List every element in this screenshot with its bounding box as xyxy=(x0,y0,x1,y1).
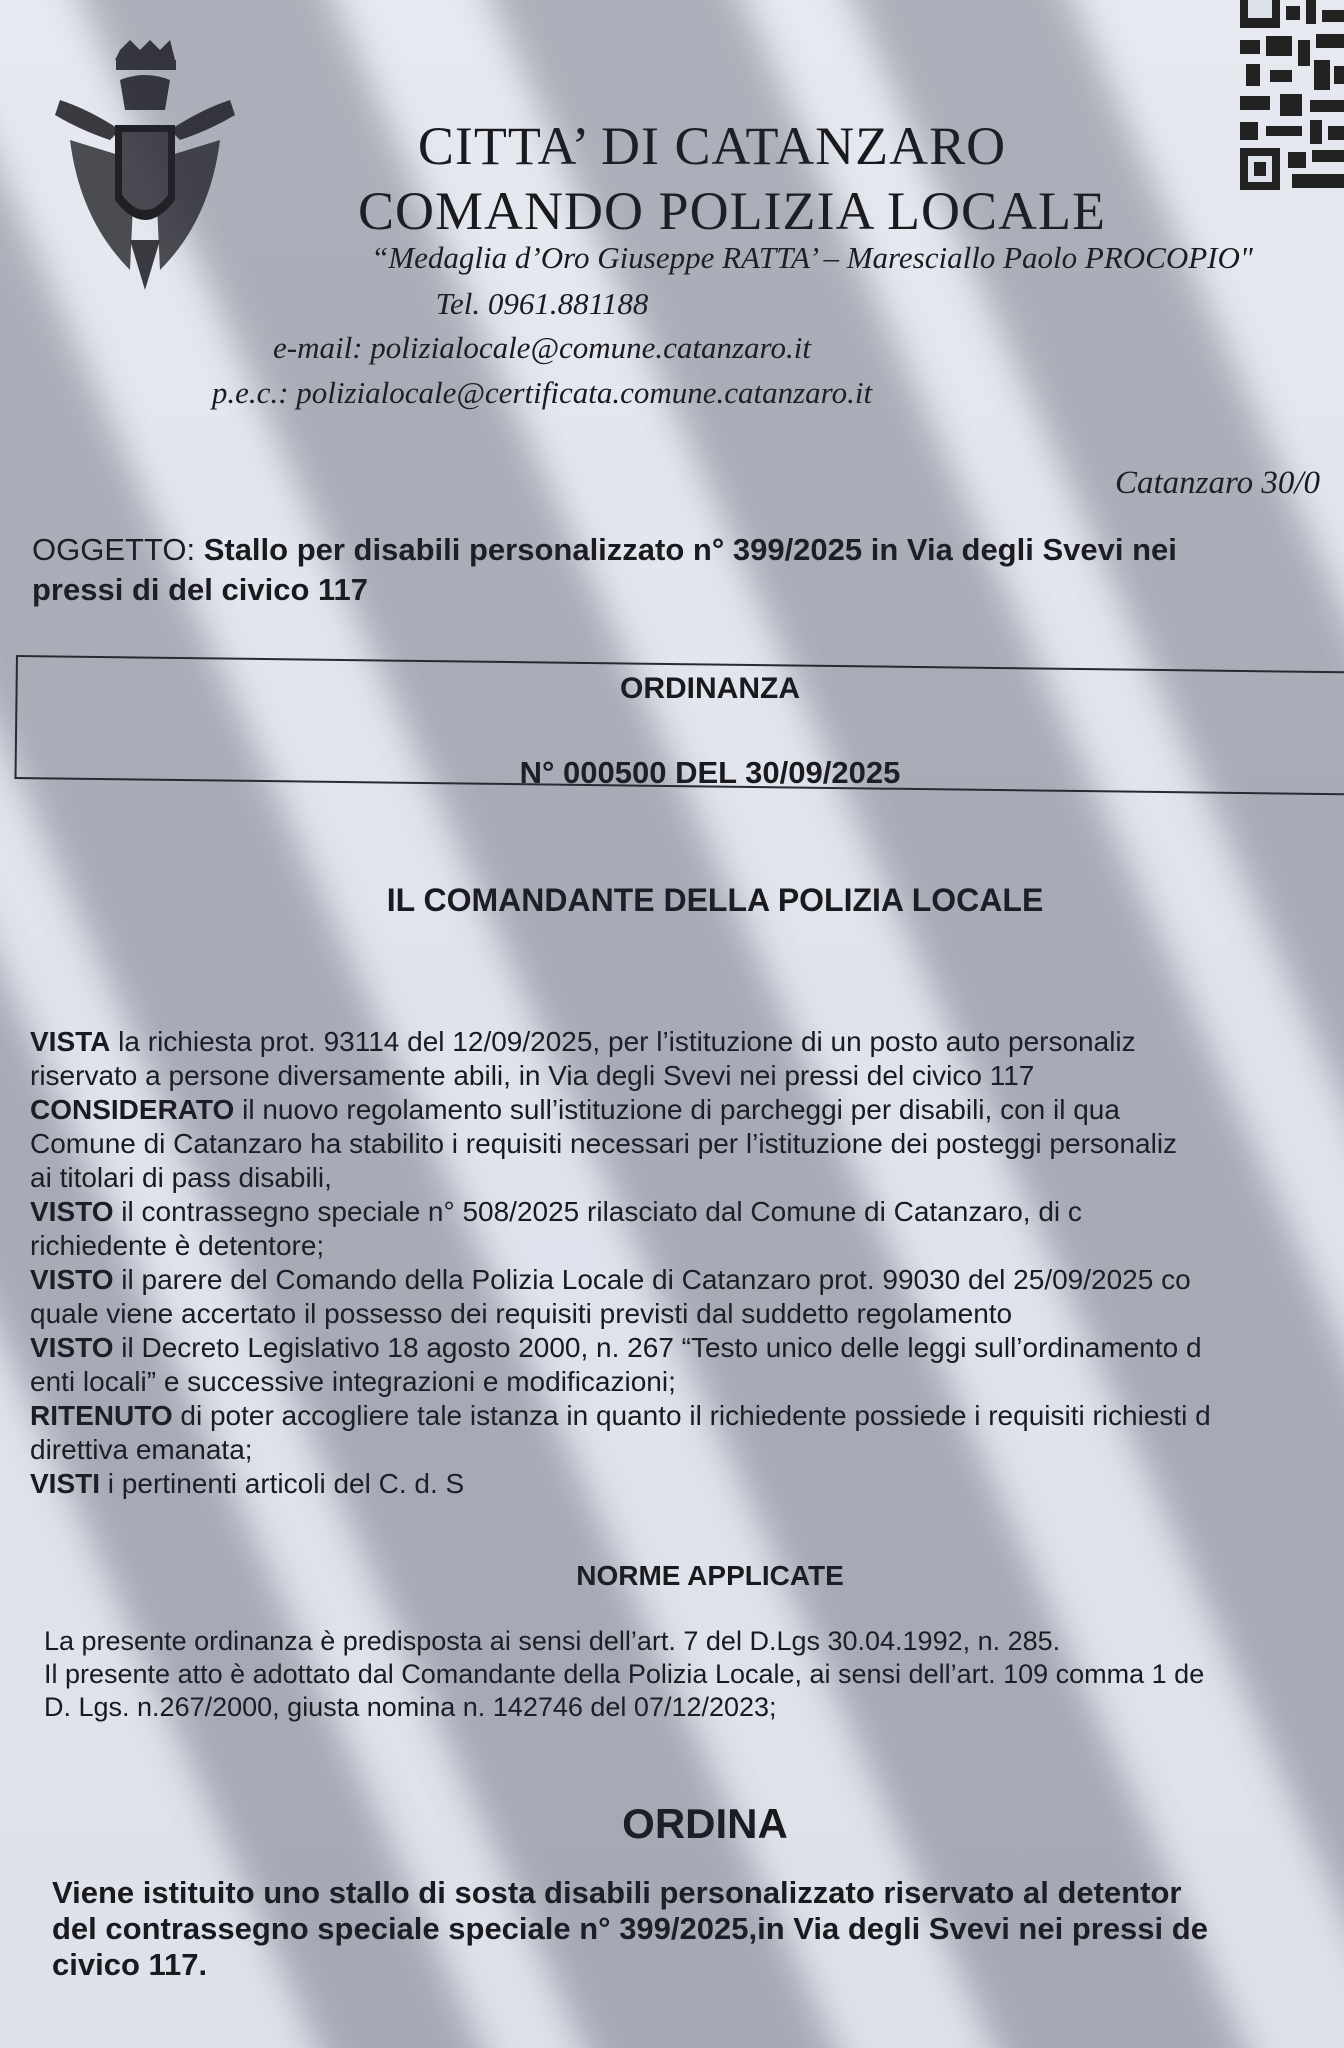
ordina-line: civico 117. xyxy=(52,1947,208,1982)
dedication-line: “Medaglia d’Oro Giuseppe RATTA’ – Maresciallo Paolo PROCOPIO" xyxy=(371,240,1253,275)
premise-line: VISTO il contrassegno speciale n° 508/2025 rilasciato dal Comune di Catanzaro, di c xyxy=(30,1196,1082,1227)
premise-line: VISTA la richiesta prot. 93114 del 12/09/2025, per l’istituzione di un posto auto personaliz xyxy=(30,1026,1136,1057)
premise-line: richiedente è detentore; xyxy=(30,1230,325,1261)
oggetto-label: OGGETTO: xyxy=(32,532,196,567)
ordina-line: Viene istituito uno stallo di sosta disabili personalizzato riservato al detentor xyxy=(52,1875,1182,1910)
premise-line: riservato a persone diversamente abili, in Via degli Svevi nei pressi del civico 117 xyxy=(30,1060,1035,1091)
premise-line: RITENUTO di poter accogliere tale istanza in quanto il richiedente possiede i requisiti richiesti d xyxy=(30,1400,1211,1431)
department-title: COMANDO POLIZIA LOCALE xyxy=(358,181,1106,241)
norme-line: La presente ordinanza è predisposta ai sensi dell’art. 7 del D.Lgs 30.04.1992, n. 285. xyxy=(44,1626,1061,1656)
premise-line: VISTI i pertinenti articoli del C. d. S xyxy=(30,1468,465,1499)
premise-line: enti locali” e successive integrazioni e modificazioni; xyxy=(30,1366,676,1397)
comandante-heading: IL COMANDANTE DELLA POLIZIA LOCALE xyxy=(386,882,1044,918)
norme-line: D. Lgs. n.267/2000, giusta nomina n. 142746 del 07/12/2023; xyxy=(44,1692,777,1722)
ordinanza-title: ORDINANZA xyxy=(620,672,800,705)
oggetto-line1: Stallo per disabili personalizzato n° 399/2025 in Via degli Svevi nei xyxy=(203,532,1177,567)
norme-block xyxy=(44,1625,1204,1724)
premise-line: direttiva emanata; xyxy=(30,1434,253,1465)
premise-line: quale viene accertato il possesso dei requisiti previsti dal suddetto regolamento xyxy=(30,1298,1013,1329)
premise-line: Comune di Catanzaro ha stabilito i requisiti necessari per l’istituzione dei posteggi personaliz xyxy=(30,1128,1178,1159)
oggetto-line2: pressi di del civico 117 xyxy=(32,572,369,607)
ordina-block xyxy=(52,1875,1208,1983)
ordina-line: del contrassegno speciale speciale n° 399/2025,in Via degli Svevi nei pressi de xyxy=(52,1911,1208,1946)
city-title: CITTA’ DI CATANZARO xyxy=(417,116,1007,176)
email-line: e-mail: polizialocale@comune.catanzaro.it xyxy=(273,330,811,365)
premise-line: ai titolari di pass disabili, xyxy=(30,1162,332,1193)
premise-line: CONSIDERATO il nuovo regolamento sull’istituzione di parcheggi per disabili, con il qua xyxy=(30,1094,1120,1125)
premises-block xyxy=(30,1025,1344,1501)
phone-line: Tel. 0961.881188 xyxy=(435,286,649,321)
premise-line: VISTO il Decreto Legislativo 18 agosto 2000, n. 267 “Testo unico delle leggi sull’ordinamento d xyxy=(30,1332,1202,1363)
norme-line: Il presente atto è adottato dal Comandante della Polizia Locale, ai sensi dell’art. 109 comma 1 de xyxy=(44,1659,1205,1689)
date-line: Catanzaro 30/0 xyxy=(1115,465,1321,501)
pec-line: p.e.c.: polizialocale@certificata.comune.catanzaro.it xyxy=(211,375,873,410)
ordinanza-number: N° 000500 DEL 30/09/2025 xyxy=(519,755,901,790)
norme-heading: NORME APPLICATE xyxy=(576,1560,844,1591)
premise-line: VISTO il parere del Comando della Polizia Locale di Catanzaro prot. 99030 del 25/09/2025 co xyxy=(30,1264,1191,1295)
oggetto-block xyxy=(32,530,1344,610)
ordina-heading: ORDINA xyxy=(622,1800,788,1847)
